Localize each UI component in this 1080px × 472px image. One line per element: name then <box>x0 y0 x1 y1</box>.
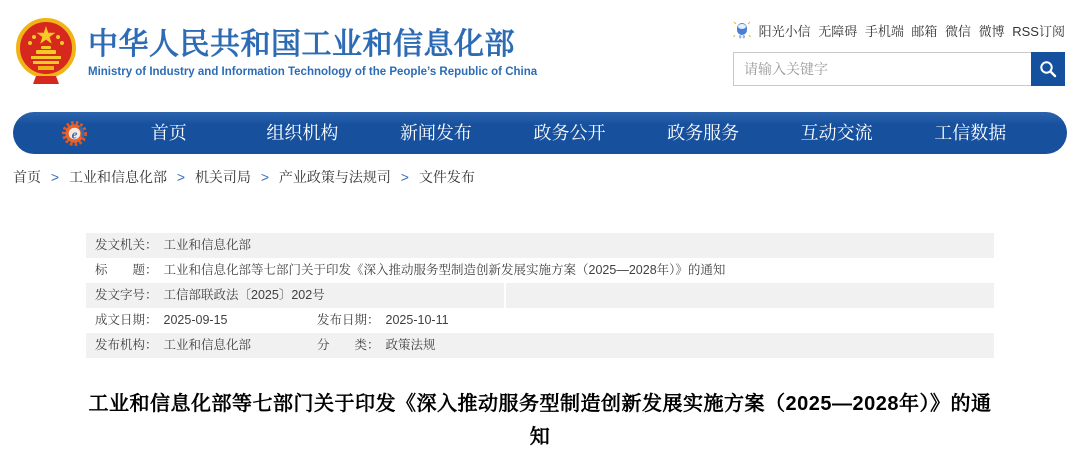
svg-text:e: e <box>71 125 78 141</box>
sunshine-mascot-icon[interactable] <box>733 20 751 40</box>
site-header <box>0 0 1080 104</box>
meta-label: 成文日期 <box>95 313 146 327</box>
breadcrumb-departments[interactable]: 机关司局 <box>194 169 251 185</box>
meta-colon: ： <box>145 313 158 327</box>
nav-item-miit-data[interactable]: 工信数据 <box>934 123 1007 143</box>
meta-label: 分 类 <box>317 338 368 352</box>
meta-colon: ： <box>145 238 158 252</box>
meta-colon: ： <box>367 338 380 352</box>
meta-row-publisher-category <box>86 333 994 358</box>
document-meta-table <box>86 233 994 358</box>
breadcrumb-separator: > <box>400 169 409 185</box>
breadcrumb-home[interactable]: 首页 <box>13 169 41 185</box>
search-bar <box>733 52 1065 86</box>
breadcrumb <box>13 167 1080 187</box>
nav-item-gov-services[interactable]: 政务服务 <box>667 123 740 143</box>
meta-colon: ： <box>145 288 158 302</box>
meta-row-dates <box>86 308 994 333</box>
meta-label: 发布日期 <box>317 313 368 327</box>
meta-value: 政策法规 <box>385 338 436 352</box>
search-icon <box>1039 60 1057 78</box>
national-emblem-icon <box>12 16 80 88</box>
meta-colon: ： <box>145 263 158 277</box>
nav-item-interaction[interactable]: 互动交流 <box>800 123 873 143</box>
site-title: 中华人民共和国工业和信息化部 <box>88 27 515 61</box>
header-utilities <box>733 20 1065 86</box>
quick-link-weibo[interactable]: 微博 <box>978 23 1005 39</box>
article-title: 工业和信息化部等七部门关于印发《深入推动服务型制造创新发展实施方案（2025—2028年）》的通知 <box>88 393 992 448</box>
nav-item-news[interactable]: 新闻发布 <box>399 123 472 143</box>
cell-divider <box>504 283 506 308</box>
meta-value: 工信部联政法〔2025〕202号 <box>163 288 325 302</box>
quick-link-mail[interactable]: 邮箱 <box>911 23 938 39</box>
quick-link-xiaoxin[interactable]: 阳光小信 <box>758 23 811 39</box>
breadcrumb-policy-dept[interactable]: 产业政策与法规司 <box>278 169 391 185</box>
meta-row-issuing-authority <box>86 233 994 258</box>
meta-colon: ： <box>145 338 158 352</box>
meta-label: 发文字号 <box>95 288 146 302</box>
meta-value: 2025-09-15 <box>163 313 228 327</box>
nav-item-home[interactable]: 首页 <box>150 123 187 143</box>
breadcrumb-miit[interactable]: 工业和信息化部 <box>68 169 167 185</box>
quick-link-mobile[interactable]: 手机端 <box>864 23 904 39</box>
nav-item-gov-disclosure[interactable]: 政务公开 <box>533 123 606 143</box>
nav-items <box>102 112 1037 154</box>
quick-link-rss[interactable]: RSS订阅 <box>1012 23 1065 39</box>
breadcrumb-separator: > <box>260 169 270 185</box>
breadcrumb-current-page: 文件发布 <box>418 169 475 185</box>
meta-row-doc-number <box>86 283 994 308</box>
main-nav <box>13 112 1067 154</box>
meta-label: 发布机构 <box>95 338 146 352</box>
meta-colon: ： <box>367 313 380 327</box>
meta-value: 工业和信息化部 <box>163 338 252 352</box>
quick-link-wechat[interactable]: 微信 <box>945 23 972 39</box>
meta-row-title <box>86 258 994 283</box>
site-subtitle-en: Ministry of Industry and Information Technology of the People’s Republic of China <box>88 65 538 78</box>
quick-links <box>733 20 1065 40</box>
meta-label: 标 题 <box>95 263 146 277</box>
nav-item-organization[interactable]: 组织机构 <box>266 123 339 143</box>
search-button[interactable] <box>1031 52 1065 86</box>
miit-gear-logo-icon[interactable] <box>61 120 88 147</box>
meta-label: 发文机关 <box>95 238 146 252</box>
quick-link-accessibility[interactable]: 无障碍 <box>818 23 858 39</box>
search-input[interactable] <box>733 52 1065 86</box>
meta-value: 工业和信息化部等七部门关于印发《深入推动服务型制造创新发展实施方案（2025—2028年）》的通知 <box>163 263 726 277</box>
breadcrumb-separator: > <box>50 169 60 185</box>
meta-value: 2025-10-11 <box>385 313 449 327</box>
breadcrumb-separator: > <box>176 169 186 185</box>
site-brand[interactable] <box>12 16 537 88</box>
meta-value: 工业和信息化部 <box>163 238 252 252</box>
